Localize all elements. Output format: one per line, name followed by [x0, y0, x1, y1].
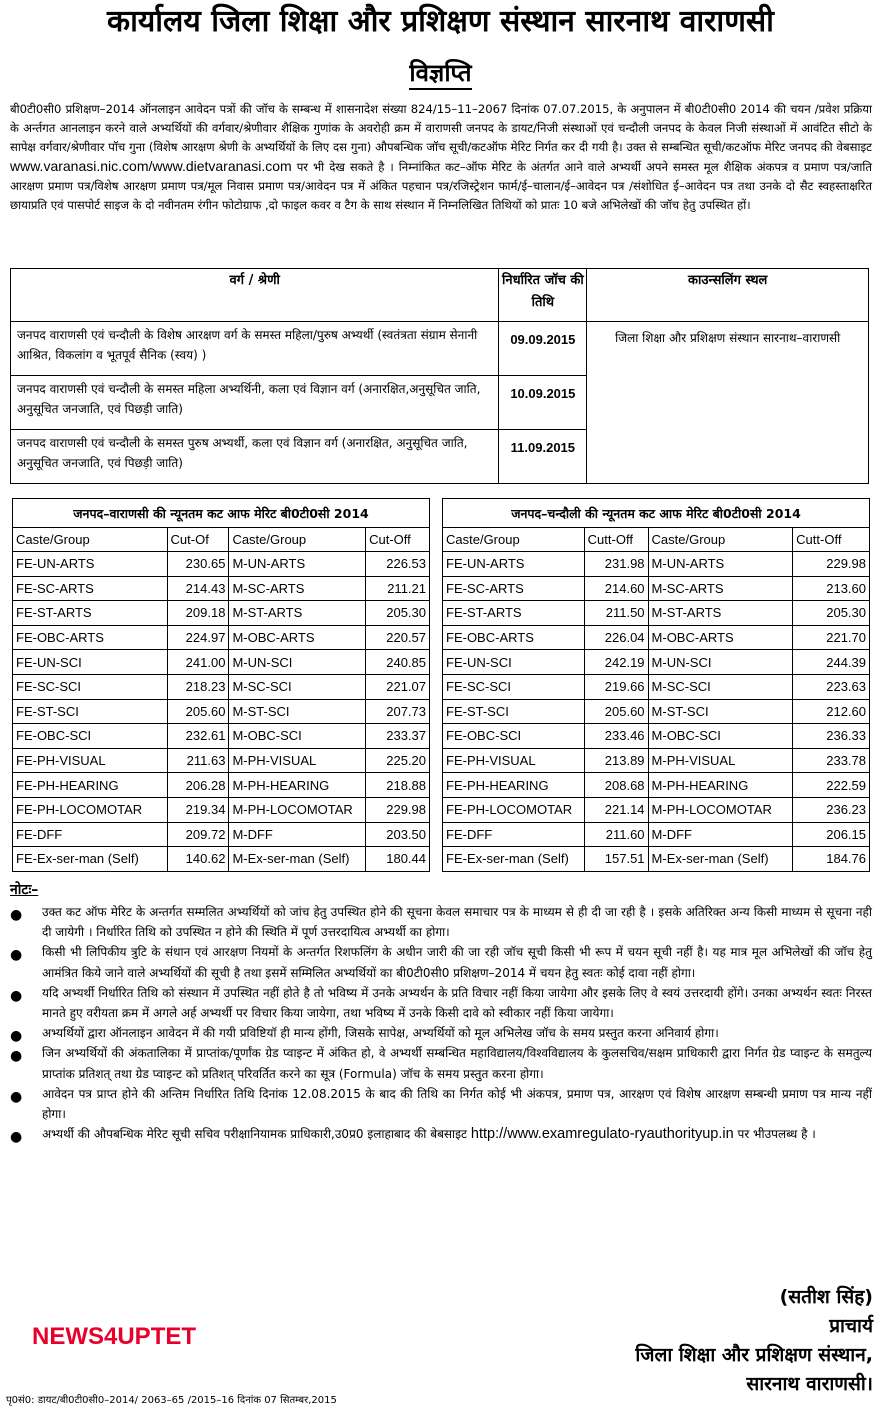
cutoff-cell: 225.20 — [366, 748, 430, 773]
table-row — [443, 797, 870, 822]
cutoff-cell: 207.73 — [366, 699, 430, 724]
bullet-icon: ● — [10, 907, 23, 923]
cutoff-cell: 212.60 — [793, 699, 870, 724]
schedule-table — [10, 268, 869, 484]
cutoff-cell: 206.15 — [793, 822, 870, 847]
signatory-name: (सतीश सिंह) — [779, 1286, 873, 1308]
caste-group-cell: M-UN-SCI — [648, 650, 793, 675]
schedule-date: 09.09.2015 — [499, 322, 587, 376]
schedule-date: 10.09.2015 — [499, 376, 587, 430]
table-row — [13, 724, 430, 749]
caste-group-cell: FE-PH-VISUAL — [13, 748, 168, 773]
cutoff-cell: 233.46 — [584, 724, 648, 749]
caste-group-cell: M-Ex-ser-man (Self) — [229, 847, 366, 872]
caste-group-cell: M-SC-SCI — [229, 674, 366, 699]
cutoff-cell: 184.76 — [793, 847, 870, 872]
reference-footer: पृ0सं0: डायट/बी0टी0सी0–2014/ 2063–65 /2015–16 दिनांक 07 सितम्बर,2015 — [6, 1395, 337, 1406]
bullet-icon: ● — [10, 947, 23, 964]
caste-group-cell: M-PH-VISUAL — [648, 748, 793, 773]
table-row — [13, 847, 430, 872]
cutoff-cell: 226.53 — [366, 552, 430, 577]
cutoff-cell: 229.98 — [793, 552, 870, 577]
table-row — [443, 724, 870, 749]
caste-group-cell: FE-PH-HEARING — [13, 773, 168, 798]
table-row — [443, 650, 870, 675]
table-row — [443, 552, 870, 577]
caste-group-cell: FE-PH-LOCOMOTAR — [13, 797, 168, 822]
intro-text-2: पर भी देख सकते है । निम्नांकित कट–ऑफ मेरिट के अंतर्गत आने वाले अभ्यर्थी अपने समस्त मूल शैक्षिक अंकपत्र व प्रमाण पत्र/जाति आरक्षण प्रमाण पत्र/विशेष आरक्षण प्रमाण पत्र/मूल निवास प्रमाण पत्र/आवेदन पत्र में अंकित पहचान पत्र/रजिस्ट्रेशन फार्म/ई–चालान/ई–आवेदन पत्र /संशोधित ई–आवेदन पत्र तथा उनके दो सैट स्वहस्ताक्षरित छायाप्रति एवं पासपोर्ट साइज के दो नवीनतम रंगीन फोटोग्राफ ,दो फाइल कवर व टैग के साथ संस्थान में निम्नलिखित तिथियों को प्रातः 10 बजे अभिलेखों की जॉच हेतु उपस्थित हों। — [10, 160, 873, 212]
schedule-header-category: वर्ग / श्रेणी — [11, 269, 499, 322]
caste-group-cell: M-PH-VISUAL — [229, 748, 366, 773]
table-row — [13, 650, 430, 675]
note-item: ● अभ्यर्थी की औपबन्धिक मेरिट सूची सचिव परीक्षानियामक प्राधिकारी,उ0प्र0 इलाहाबाद की बेबसाइट http://www.examregulato-ryauthorityup.in पर भीउपलब्ध है । — [10, 1124, 872, 1144]
caste-group-cell: M-UN-ARTS — [229, 552, 366, 577]
cutoff-cell: 233.78 — [793, 748, 870, 773]
cutoff-cell: 221.07 — [366, 674, 430, 699]
cutoff-cell: 211.50 — [584, 601, 648, 626]
table-row — [443, 674, 870, 699]
caste-group-cell: FE-Ex-ser-man (Self) — [13, 847, 168, 872]
cutoff-cell: 206.28 — [167, 773, 229, 798]
cutoff-cell: 236.23 — [793, 797, 870, 822]
table-row — [13, 748, 430, 773]
caste-group-cell: M-PH-HEARING — [648, 773, 793, 798]
cutoff-cell: 221.14 — [584, 797, 648, 822]
caste-group-cell: M-SC-ARTS — [229, 576, 366, 601]
bullet-icon: ● — [10, 987, 23, 1004]
notes-list — [10, 902, 872, 1144]
caste-group-cell: M-PH-HEARING — [229, 773, 366, 798]
schedule-row — [11, 322, 869, 376]
table-row — [443, 748, 870, 773]
caste-group-cell: M-UN-SCI — [229, 650, 366, 675]
cutoff-cell: 226.04 — [584, 625, 648, 650]
cutoff-cell: 208.68 — [584, 773, 648, 798]
varanasi-cutoff-table — [12, 498, 430, 872]
caste-group-cell: FE-OBC-ARTS — [443, 625, 585, 650]
table-row — [443, 625, 870, 650]
caste-group-cell: M-UN-ARTS — [648, 552, 793, 577]
chandauli-cutoff-title: जनपद–चन्दौली की न्यूनतम कट आफ मेरिट बी0टी0सी 2014 — [443, 499, 870, 528]
caste-group-cell: FE-ST-ARTS — [13, 601, 168, 626]
cutoff-cell: 157.51 — [584, 847, 648, 872]
bullet-icon: ● — [10, 1129, 23, 1146]
caste-group-cell: FE-ST-SCI — [13, 699, 168, 724]
cutoff-cell: 221.70 — [793, 625, 870, 650]
column-header: Cut-Off — [366, 528, 430, 552]
cutoff-cell: 213.60 — [793, 576, 870, 601]
cutoff-cell: 214.60 — [584, 576, 648, 601]
note-item: ● जिन अभ्यर्थियों की अंकतालिका में प्राप्तांक/पूर्णांक ग्रेड प्वाइन्ट में अंकित हो, वे अभ्यर्थी सम्बन्धित महाविद्यालय/विश्वविद्यालय के कुलसचिव/सक्षम प्राधिकारी द्वारा निर्गत ग्रेड प्वाइन्ट के समतुल्य प्राप्तांक प्रतिशत् तथा ग्रेड प्वाइन्ट को प्रतिशत् परिवर्तित करने का सूत्र (Formula) जॉच के समय प्रस्तुत करना होगा। — [10, 1046, 872, 1081]
note-item: ● उक्त कट ऑफ मेरिट के अन्तर्गत सम्मलित अभ्यर्थियों को जांच हेतु उपस्थित होने की सूचना केवल समाचार पत्र के माध्यम से ही दी जा रही है । इसके अतिरिक्त अन्य किसी माध्यम से सूचना नही दी जायेगी । निर्धारित तिथि को उपस्थित न होने की स्थिति में पूर्ण उत्तरदायित्व अभ्यर्थी का होगा। — [10, 905, 872, 940]
table-row — [13, 797, 430, 822]
signatory-designation: प्राचार्य — [829, 1315, 873, 1337]
caste-group-cell: FE-ST-ARTS — [443, 601, 585, 626]
notes-heading: नोटः– — [10, 882, 39, 898]
column-header: Caste/Group — [443, 528, 585, 552]
caste-group-cell: FE-DFF — [13, 822, 168, 847]
caste-group-cell: M-ST-SCI — [648, 699, 793, 724]
column-header: Caste/Group — [648, 528, 793, 552]
cutoff-cell: 241.00 — [167, 650, 229, 675]
exam-regulatory-link[interactable]: http://www.examregulato-ryauthorityup.in — [470, 1126, 734, 1143]
table-row — [443, 576, 870, 601]
cutoff-cell: 205.30 — [793, 601, 870, 626]
caste-group-cell: FE-SC-ARTS — [443, 576, 585, 601]
cutoff-cell: 220.57 — [366, 625, 430, 650]
watermark-brand: NEWS4UPTET — [32, 1323, 197, 1350]
cutoff-cell: 205.60 — [584, 699, 648, 724]
cutoff-cell: 240.85 — [366, 650, 430, 675]
schedule-venue: जिला शिक्षा और प्रशिक्षण संस्थान सारनाथ–वाराणसी — [587, 322, 869, 484]
caste-group-cell: FE-UN-ARTS — [13, 552, 168, 577]
caste-group-cell: M-ST-ARTS — [648, 601, 793, 626]
caste-group-cell: M-OBC-ARTS — [229, 625, 366, 650]
caste-group-cell: M-DFF — [229, 822, 366, 847]
cutoff-cell: 231.98 — [584, 552, 648, 577]
caste-group-cell: FE-DFF — [443, 822, 585, 847]
varanasi-cutoff-title: जनपद–वाराणसी की न्यूनतम कट आफ मेरिट बी0टी0सी 2014 — [13, 499, 430, 528]
signatory-office: जिला शिक्षा और प्रशिक्षण संस्थान, — [635, 1344, 873, 1366]
cutoff-cell: 211.63 — [167, 748, 229, 773]
note-item: ● किसी भी लिपिकीय त्रुटि के संधान एवं आरक्षण नियमों के अन्तर्गत रिशफलिंग के अधीन जारी की जा रही जॉच सूची किसी भी रूप में चयन सूची नहीं है। यह मात्र मूल अभिलेखों की जॉच हेतु आमंत्रित किये जाने वाले अभ्यर्थियों की सूची है तथा इसमें सम्मिलित अभ्यर्थियों का बी0टी0सी0 प्रशिक्षण–2014 में चयन हेतु स्वतः कोई दावा नहीं होगा। — [10, 945, 872, 980]
cutoff-cell: 205.60 — [167, 699, 229, 724]
caste-group-cell: FE-ST-SCI — [443, 699, 585, 724]
table-row — [13, 822, 430, 847]
signature-block — [635, 1283, 873, 1399]
cutoff-cell: 209.18 — [167, 601, 229, 626]
caste-group-cell: FE-UN-SCI — [13, 650, 168, 675]
cutoff-cell: 223.63 — [793, 674, 870, 699]
caste-group-cell: FE-PH-LOCOMOTAR — [443, 797, 585, 822]
table-row — [443, 822, 870, 847]
cutoff-cell: 230.65 — [167, 552, 229, 577]
caste-group-cell: M-PH-LOCOMOTAR — [648, 797, 793, 822]
cutoff-cell: 209.72 — [167, 822, 229, 847]
column-header: Caste/Group — [229, 528, 366, 552]
schedule-header-row — [11, 269, 869, 322]
table-row — [443, 773, 870, 798]
cutoff-cell: 180.44 — [366, 847, 430, 872]
cutoff-cell: 213.89 — [584, 748, 648, 773]
caste-group-cell: FE-SC-ARTS — [13, 576, 168, 601]
schedule-category: जनपद वाराणसी एवं चन्दौली के समस्त पुरुष अभ्यर्थी, कला एवं विज्ञान वर्ग (अनारक्षित, अनुसूचित जाति, अनुसूचित जनजाति, एवं पिछड़ी जाति) — [11, 430, 499, 484]
table-row — [13, 699, 430, 724]
column-header: Cutt-Off — [793, 528, 870, 552]
caste-group-cell: FE-SC-SCI — [443, 674, 585, 699]
bullet-icon: ● — [10, 1028, 23, 1045]
bullet-icon: ● — [10, 1048, 23, 1065]
cutoff-cell: 219.66 — [584, 674, 648, 699]
schedule-date: 11.09.2015 — [499, 430, 587, 484]
cutoff-cell: 222.59 — [793, 773, 870, 798]
caste-group-cell: FE-OBC-ARTS — [13, 625, 168, 650]
column-header: Caste/Group — [13, 528, 168, 552]
caste-group-cell: FE-OBC-SCI — [443, 724, 585, 749]
caste-group-cell: M-DFF — [648, 822, 793, 847]
cutoff-cell: 224.97 — [167, 625, 229, 650]
cutoff-cell: 244.39 — [793, 650, 870, 675]
schedule-header-date: निर्धारित जॉच की तिथि — [499, 269, 587, 322]
table-row — [13, 625, 430, 650]
schedule-category: जनपद वाराणसी एवं चन्दौली के समस्त महिला अभ्यर्थिनी, कला एवं विज्ञान वर्ग (अनारक्षित,अनुसूचित जाति, अनुसूचित जनजाति, एवं पिछड़ी जाति) — [11, 376, 499, 430]
caste-group-cell: FE-UN-ARTS — [443, 552, 585, 577]
caste-group-cell: M-SC-ARTS — [648, 576, 793, 601]
notice-heading: विज्ञप्ति — [0, 56, 881, 89]
cutoff-cell: 140.62 — [167, 847, 229, 872]
cutoff-cell: 214.43 — [167, 576, 229, 601]
website-link[interactable]: www.varanasi.nic.com/www.dietvaranasi.com — [10, 158, 292, 174]
caste-group-cell: FE-Ex-ser-man (Self) — [443, 847, 585, 872]
caste-group-cell: M-OBC-ARTS — [648, 625, 793, 650]
schedule-header-venue: काउन्सलिंग स्थल — [587, 269, 869, 322]
bullet-icon: ● — [10, 1088, 23, 1105]
cutoff-cell: 203.50 — [366, 822, 430, 847]
cutoff-cell: 232.61 — [167, 724, 229, 749]
table-row — [13, 576, 430, 601]
caste-group-cell: FE-SC-SCI — [13, 674, 168, 699]
cutoff-cell: 211.21 — [366, 576, 430, 601]
caste-group-cell: FE-PH-VISUAL — [443, 748, 585, 773]
caste-group-cell: M-OBC-SCI — [229, 724, 366, 749]
note-item: ● यदि अभ्यर्थी निर्धारित तिथि को संस्थान में उपस्थित नहीं होते है तो भविष्य में उनके अभ्यर्थन के प्रति विचार नहीं किया जायेगा और इसके लिए वे स्वयं उत्तरदायी होंगे। उनका अभ्यर्थन स्वतः निरस्त मानते हुए वरीयता क्रम में अगले अर्ह अभ्यर्थी पर विचार किया जायेगा, तथा भविष्य में उनके किसी दावे को स्वीकार नहीं किया जायेगा। — [10, 985, 872, 1021]
cutoff-cell: 211.60 — [584, 822, 648, 847]
schedule-category: जनपद वाराणसी एवं चन्दौली के विशेष आरक्षण वर्ग के समस्त महिला/पुरुष अभ्यर्थी (स्वतंत्रता संग्राम सेनानी आश्रित, विकलांग व भूतपूर्व सैनिक (स्वय) ) — [11, 322, 499, 376]
note-item: ● अभ्यर्थियों द्वारा ऑनलाइन आवेदन में की गयी प्रविष्टियॉ ही मान्य होंगी, जिसके सापेक्ष, अभ्यर्थियों को मूल अभिलेख जॉच के समय प्रस्तुत करना अनिवार्य होगा। — [10, 1023, 872, 1043]
table-row — [443, 601, 870, 626]
note-item: ● आवेदन पत्र प्राप्त होने की अन्तिम निर्धारित तिथि दिनांक 12.08.2015 के बाद की तिथि का निर्गत कोई भी अंकपत्र, प्रमाण पत्र, आरक्षण एवं विशेष आरक्षण सम्बन्धी प्रमाण पत्र मान्य नहीं होगा। — [10, 1086, 872, 1122]
caste-group-cell: M-ST-ARTS — [229, 601, 366, 626]
caste-group-cell: FE-OBC-SCI — [13, 724, 168, 749]
cutoff-cell: 229.98 — [366, 797, 430, 822]
cutoff-cell: 219.34 — [167, 797, 229, 822]
intro-text-1: बी0टी0सी0 प्रशिक्षण–2014 ऑनलाइन आवेदन पत्रों की जॉच के सम्बन्ध में शासनादेश संख्या 824/15–11–2067 दिनांक 07.07.2015, के अनुपालन में बी0टी0सी0 2014 की चयन /प्रवेश प्रक्रिया के अर्न्तगत आनलाइन करने वाले अभ्यर्थियों की वर्गवार/श्रेणीवार शैक्षिक गुणांक के अवरोही क्रम में वाराणसी जनपद के डायट/निजी संस्थाओं एवं चन्दौली जनपद के केवल निजी संस्थाओं में आवंटित सीटो के सापेक्ष वर्गवार/श्रेणीवार पॉच गुना (विशेष आरक्षण श्रेणी के अभ्यर्थियों के लिए दस गुना) औपबन्धिक जॉच सूची/कटऑफ मेरिट निर्गत कर दी गयी है। उक्त से सम्बन्धित सूची/कटऑफ मेरिट जनपद की वेबसाइट — [10, 102, 872, 154]
cutoff-cell: 218.88 — [366, 773, 430, 798]
caste-group-cell: M-SC-SCI — [648, 674, 793, 699]
table-row — [13, 674, 430, 699]
table-row — [13, 773, 430, 798]
column-header: Cutt-Off — [584, 528, 648, 552]
caste-group-cell: FE-UN-SCI — [443, 650, 585, 675]
table-row — [443, 699, 870, 724]
office-title: कार्यालय जिला शिक्षा और प्रशिक्षण संस्थान सारनाथ वाराणसी — [107, 4, 774, 39]
cutoff-cell: 205.30 — [366, 601, 430, 626]
signatory-place: सारनाथ वाराणसी। — [746, 1373, 873, 1395]
caste-group-cell: M-OBC-SCI — [648, 724, 793, 749]
caste-group-cell: M-ST-SCI — [229, 699, 366, 724]
table-row — [13, 601, 430, 626]
cutoff-cell: 218.23 — [167, 674, 229, 699]
chandauli-cutoff-table — [442, 498, 870, 872]
cutoff-cell: 242.19 — [584, 650, 648, 675]
table-row — [443, 847, 870, 872]
caste-group-cell: M-PH-LOCOMOTAR — [229, 797, 366, 822]
column-header: Cut-Of — [167, 528, 229, 552]
caste-group-cell: FE-PH-HEARING — [443, 773, 585, 798]
table-row — [13, 552, 430, 577]
cutoff-cell: 236.33 — [793, 724, 870, 749]
cutoff-cell: 233.37 — [366, 724, 430, 749]
intro-paragraph — [10, 100, 872, 215]
caste-group-cell: M-Ex-ser-man (Self) — [648, 847, 793, 872]
